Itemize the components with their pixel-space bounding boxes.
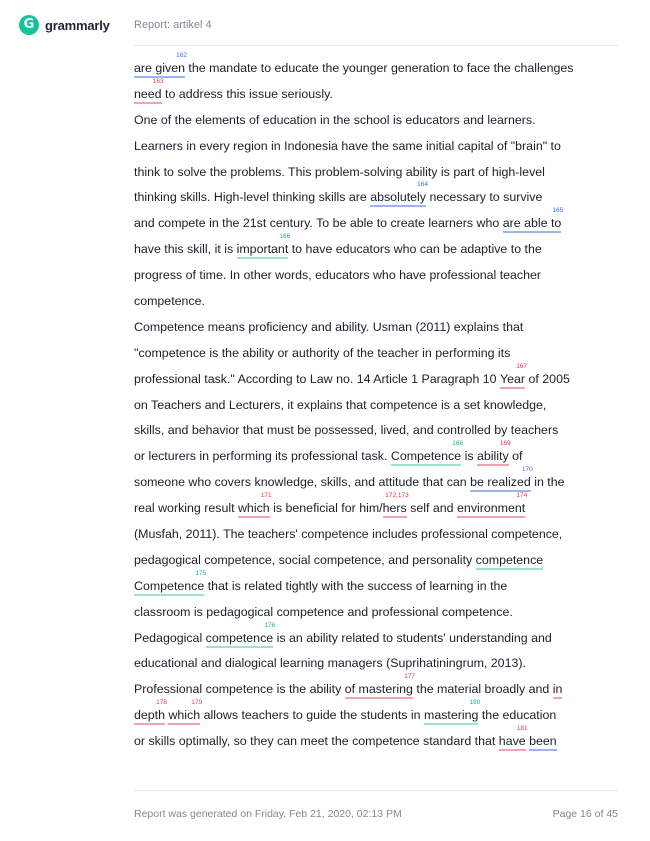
text-run: self and [406, 501, 458, 516]
report-header [0, 0, 650, 48]
text-run: of 2005 [525, 371, 570, 386]
issue-marker[interactable] [470, 466, 533, 492]
flagged-text: competence [475, 552, 544, 567]
text-line [134, 341, 618, 367]
issue-marker[interactable] [498, 725, 528, 751]
text-run: of [508, 449, 523, 464]
text-line [134, 263, 618, 289]
grammarly-logo [19, 15, 110, 35]
issue-marker[interactable] [390, 440, 464, 466]
text-run: (Musfah, 2011). The teachers' competence includes professional competence, [134, 527, 563, 542]
text-run: to have educators who can be adaptive to the [288, 242, 542, 257]
text-line [134, 522, 618, 548]
issue-number: 167 [516, 362, 528, 370]
text-run: is an ability related to students' understanding and [273, 630, 552, 645]
issue-marker[interactable] [476, 440, 511, 466]
text-run: someone who covers knowledge, skills, and attitude that can [134, 475, 471, 490]
text-line [134, 725, 618, 755]
issue-number: 165 [552, 207, 564, 215]
text-run: real working result [134, 501, 238, 516]
text-line [134, 315, 618, 341]
flagged-text: are given [134, 61, 185, 75]
text-run: professional task." According to Law no. 14 Article 1 Paragraph 10 [134, 371, 501, 386]
issue-number: 171 [260, 492, 272, 500]
issue-number: 166 [279, 233, 291, 241]
text-run: Pedagogical [134, 630, 206, 645]
flagged-text: are able to [502, 216, 562, 231]
text-run: necessary to survive [426, 190, 543, 205]
issue-marker[interactable] [502, 207, 564, 233]
text-line [134, 289, 618, 315]
text-run: competence. [134, 294, 205, 309]
text-run: or lecturers in performing its professional task. [134, 449, 391, 464]
header-divider [134, 45, 618, 46]
report-generated-date: Report was generated on Friday, Feb 21, 2020, 02:13 PM [134, 808, 402, 820]
text-run: classroom is pedagogical competence and professional competence. [134, 604, 513, 619]
issue-marker[interactable] [237, 492, 272, 518]
text-run: One of the elements of education in the school is educators and learners. [134, 112, 536, 127]
issue-number: 175 [195, 569, 207, 577]
document-body [134, 52, 618, 755]
issue-number: 168 [452, 440, 464, 448]
flagged-text: which [168, 708, 201, 723]
issue-number: 169 [499, 440, 511, 448]
flagged-text: which [237, 501, 270, 516]
issue-marker[interactable] [134, 52, 187, 78]
issue-marker[interactable] [168, 699, 203, 725]
flagged-text: ability [476, 449, 509, 464]
logo-text: grammarly [45, 17, 110, 33]
footer-divider [134, 790, 618, 791]
page-number: Page 16 of 45 [552, 808, 618, 820]
issue-marker[interactable] [529, 734, 557, 751]
text-line [134, 77, 618, 108]
text-run: have this skill, it is [134, 242, 237, 257]
flagged-text: have [498, 734, 526, 749]
issue-marker[interactable] [205, 621, 276, 648]
flagged-text: mastering [424, 708, 479, 723]
flagged-text: depth [134, 708, 166, 723]
text-line [134, 651, 618, 677]
issue-number: 164 [417, 181, 428, 189]
issue-number: 176 [264, 621, 276, 629]
issue-marker[interactable] [424, 699, 481, 725]
text-line [134, 134, 618, 160]
flagged-text: Competence [134, 578, 205, 593]
text-line [134, 52, 618, 82]
text-line [134, 181, 618, 211]
text-line [134, 108, 618, 134]
flagged-text: been [529, 734, 557, 749]
flagged-text: need [134, 86, 162, 101]
text-line [134, 207, 618, 237]
issue-marker[interactable] [370, 181, 428, 207]
issue-marker[interactable] [457, 492, 528, 518]
flagged-text: important [236, 242, 289, 257]
text-run: skills, and behavior that must be possessed, lived, and controlled by teachers [134, 423, 559, 438]
text-line [134, 440, 618, 470]
text-line [134, 466, 618, 496]
flagged-text: absolutely [370, 190, 426, 205]
text-line [134, 362, 618, 393]
issue-marker[interactable] [500, 362, 528, 389]
text-run: "competence is the ability or authority of the teacher in performing its [134, 345, 511, 360]
text-run: on Teachers and Lecturers, it explains that competence is a set knowledge, [134, 397, 547, 412]
text-run: the material broadly and [412, 682, 553, 697]
flagged-text: be realized [470, 475, 531, 490]
text-run: that is related tightly with the success of learning in the [204, 578, 508, 593]
flagged-text: of mastering [344, 682, 413, 697]
text-run: progress of time. In other words, educators who have professional teacher [134, 268, 542, 283]
text-line [134, 233, 618, 263]
text-run: Professional competence is the ability [134, 682, 345, 697]
text-line [134, 548, 618, 574]
text-run: the education [478, 708, 557, 723]
text-line [134, 569, 618, 600]
issue-number: 181 [516, 725, 528, 733]
text-run: allows teachers to guide the students in [200, 708, 425, 723]
issue-number: 170 [521, 466, 533, 474]
issue-number: 177 [404, 673, 415, 681]
issue-marker[interactable] [134, 77, 164, 104]
issue-number: 162 [176, 52, 187, 59]
grammarly-g-icon [19, 15, 39, 35]
issue-number: 174 [516, 492, 528, 500]
text-line [134, 492, 618, 522]
text-run: Learners in every region in Indonesia have the same initial capital of "brain" to [134, 138, 561, 153]
text-run: Competence means proficiency and ability. Usman (2011) explains that [134, 319, 524, 334]
text-run: pedagogical competence, social competence, and personality [134, 552, 476, 567]
flagged-text: in [552, 682, 563, 697]
issue-marker[interactable] [236, 233, 291, 259]
text-line [134, 621, 618, 652]
flagged-text: Competence [390, 449, 462, 464]
report-title: Report: artikel 4 [134, 19, 212, 31]
flagged-text: hers [382, 501, 407, 516]
text-line [134, 160, 618, 189]
text-run: educational and dialogical learning managers (Suprihatiningrum, 2013). [134, 656, 526, 671]
text-line [134, 418, 618, 444]
text-run: to address this issue seriously. [161, 86, 333, 101]
issue-number: 163 [152, 77, 164, 85]
issue-marker[interactable] [476, 553, 544, 570]
text-run: thinking skills. High-level thinking skills are [134, 190, 371, 205]
text-line [134, 600, 618, 626]
issue-marker[interactable] [134, 569, 207, 596]
text-run: in the [530, 475, 565, 490]
text-line [134, 673, 618, 703]
flagged-text: competence [205, 630, 274, 645]
issue-marker[interactable] [553, 682, 563, 699]
issue-number: 172,173 [385, 492, 409, 500]
flagged-text: Year [500, 371, 526, 386]
text-run: the mandate to educate the younger generation to face the challenges [184, 61, 574, 75]
text-line [134, 393, 618, 419]
text-run: think to solve the problems. This problem-solving ability is part of high-level [134, 164, 545, 179]
issue-number: 178 [156, 699, 168, 707]
text-run: or skills optimally, so they can meet the competence standard that [134, 734, 499, 749]
text-line [134, 699, 618, 729]
flagged-text: environment [457, 501, 526, 516]
text-run: is [461, 449, 477, 464]
issue-number: 179 [191, 699, 203, 707]
issue-number: 180 [469, 699, 481, 707]
text-run: is beneficial for him/ [269, 501, 383, 516]
issue-marker[interactable] [344, 673, 415, 699]
text-run: and compete in the 21st century. To be able to create learners who [134, 216, 503, 231]
issue-marker[interactable] [134, 699, 168, 725]
issue-marker[interactable] [382, 492, 409, 518]
